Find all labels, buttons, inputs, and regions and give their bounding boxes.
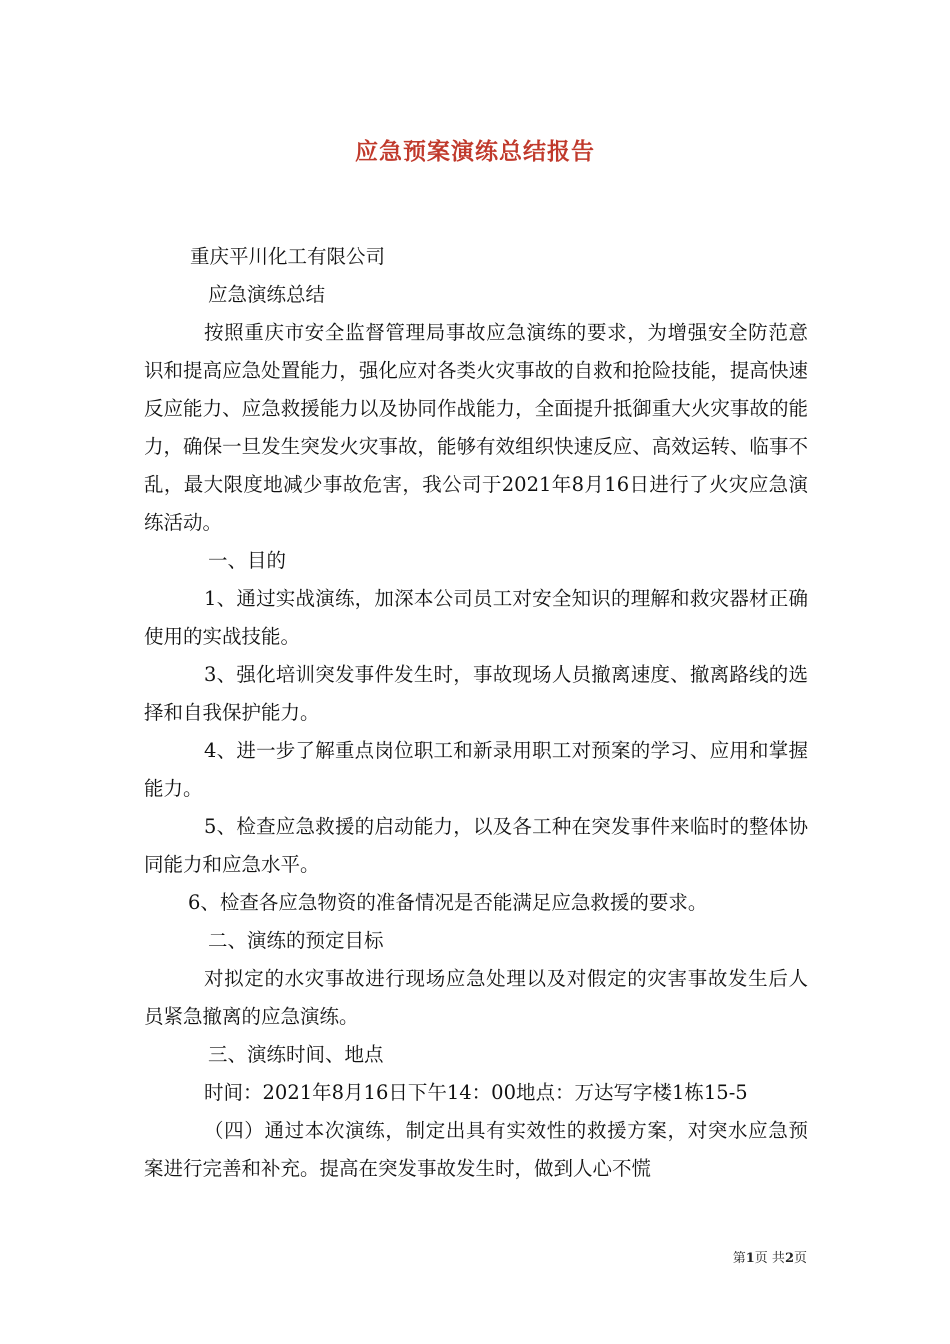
section-heading-time-place: 三、演练时间、地点	[208, 1043, 384, 1066]
purpose-item-1: 1、通过实战演练，加深本公司员工对安全知识的理解和救灾器材正确使用的实战技能。	[144, 587, 808, 648]
footer-suffix: 页	[793, 1251, 807, 1266]
section-heading-goal: 二、演练的预定目标	[208, 929, 384, 952]
footer-page-number: 1	[745, 1251, 755, 1266]
purpose-item-6: 6、检查各应急物资的准备情况是否能满足应急救援的要求。	[188, 891, 708, 914]
subtitle-paragraph: 应急演练总结	[208, 283, 326, 306]
footer-middle: 页 共	[754, 1251, 785, 1266]
goal-paragraph: 对拟定的水灾事故进行现场应急处理以及对假定的灾害事故发生后人员紧急撤离的应急演练。	[144, 967, 808, 1028]
time-place-paragraph: 时间：2021年8月16日下午14：00地点：万达写字楼1栋15-5	[204, 1081, 748, 1104]
footer-prefix: 第	[732, 1251, 746, 1266]
footer-total-pages: 2	[784, 1251, 794, 1266]
intro-paragraph: 按照重庆市安全监督管理局事故应急演练的要求，为增强安全防范意识和提高应急处置能力，强化应对各类火灾事故的自救和抢险技能，提高快速反应能力、应急救援能力以及协同作战能力，全面提升抵御重大火灾事故的能力，确保一旦发生突发火灾事故，能够有效组织快速反应、高效运转、临事不乱，最大限度地减少事故危害，我公司于2021年8月16日进行了火灾应急演练活动。	[144, 321, 808, 534]
document-title: 应急预案演练总结报告	[355, 139, 595, 165]
company-name-paragraph: 重庆平川化工有限公司	[190, 245, 386, 268]
page-number-footer	[733, 1247, 807, 1266]
section-heading-purpose: 一、目的	[208, 549, 287, 572]
document-body	[144, 238, 808, 1188]
section-four-paragraph: （四）通过本次演练，制定出具有实效性的救援方案，对突水应急预案进行完善和补充。提高在突发事故发生时，做到人心不慌	[144, 1119, 808, 1180]
purpose-item-4: 4、进一步了解重点岗位职工和新录用职工对预案的学习、应用和掌握能力。	[144, 739, 808, 800]
purpose-item-5: 5、检查应急救援的启动能力，以及各工种在突发事件来临时的整体协同能力和应急水平。	[144, 815, 808, 876]
purpose-item-3: 3、强化培训突发事件发生时，事故现场人员撤离速度、撤离路线的选择和自我保护能力。	[144, 663, 808, 724]
